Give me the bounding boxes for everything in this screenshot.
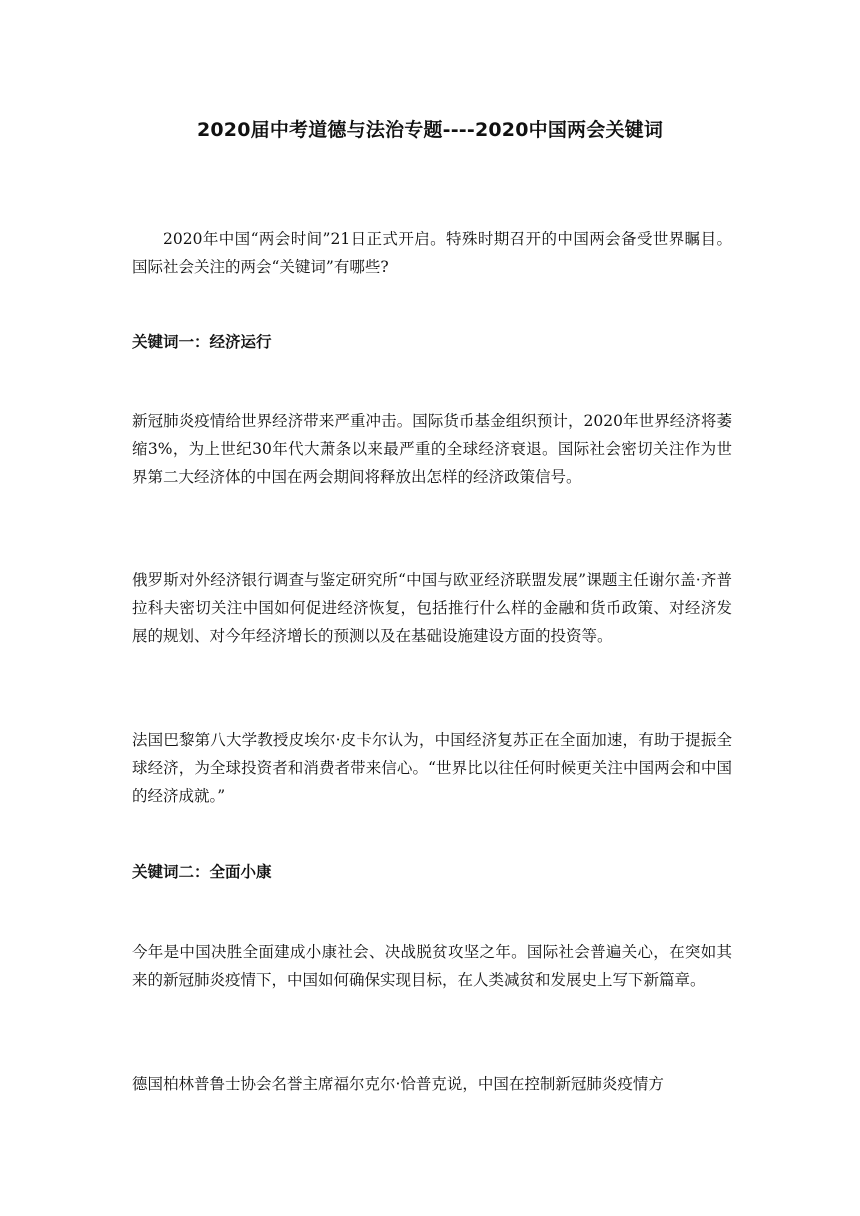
section-heading-2: 关键词二：全面小康 (132, 863, 272, 881)
section-heading-1: 关键词一：经济运行 (132, 333, 272, 351)
document-title: 2020届中考道德与法治专题----2020中国两会关键词 (196, 119, 664, 141)
section-1-paragraph-3: 法国巴黎第八大学教授皮埃尔·皮卡尔认为，中国经济复苏正在全面加速，有助于提振全球经济，为全球投资者和消费者带来信心。“世界比以往任何时候更关注中国两会和中国的经济成就。” (132, 731, 732, 805)
section-2-paragraph-2: 德国柏林普鲁士协会名誉主席福尔克尔·恰普克说，中国在控制新冠肺炎疫情方 (132, 1075, 664, 1093)
section-1-paragraph-1: 新冠肺炎疫情给世界经济带来严重冲击。国际货币基金组织预计，2020年世界经济将萎缩3%，为上世纪30年代大萧条以来最严重的全球经济衰退。国际社会密切关注作为世界第二大经济体的中国在两会期间将释放出怎样的经济政策信号。 (132, 412, 732, 486)
intro-paragraph: 2020年中国“两会时间”21日正式开启。特殊时期召开的中国两会备受世界瞩目。国际社会关注的两会“关键词”有哪些? (132, 230, 732, 276)
section-2-paragraph-1: 今年是中国决胜全面建成小康社会、决战脱贫攻坚之年。国际社会普遍关心，在突如其来的新冠肺炎疫情下，中国如何确保实现目标，在人类减贫和发展史上写下新篇章。 (132, 943, 732, 989)
section-1-paragraph-2: 俄罗斯对外经济银行调查与鉴定研究所“中国与欧亚经济联盟发展”课题主任谢尔盖·齐普拉科夫密切关注中国如何促进经济恢复，包括推行什么样的金融和货币政策、对经济发展的规划、对今年经济增长的预测以及在基础设施建设方面的投资等。 (132, 571, 732, 645)
